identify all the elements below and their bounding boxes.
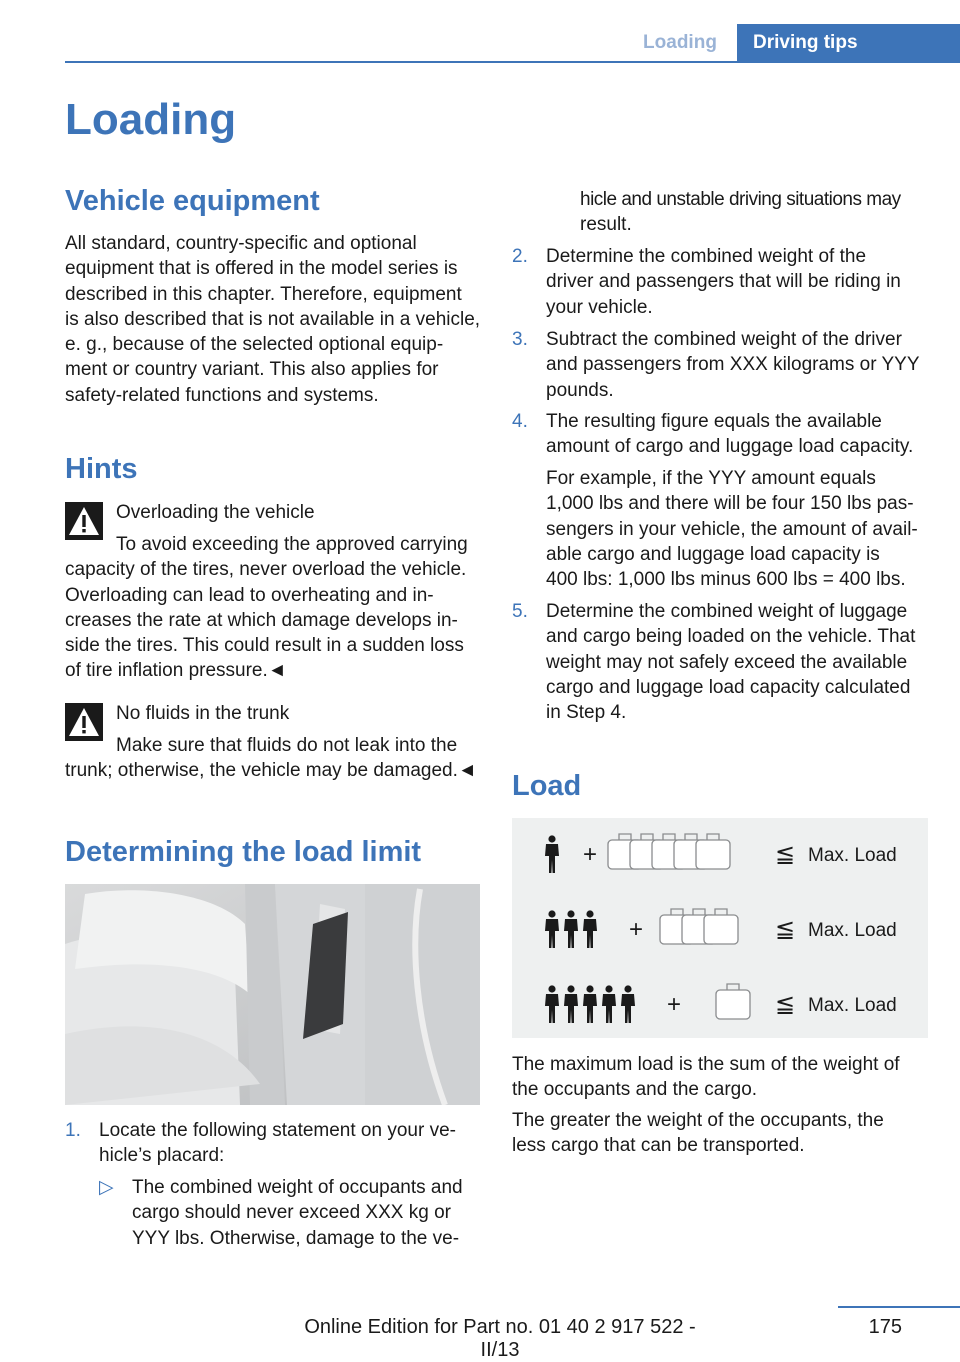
text-line: of tire inflation pressure.◄ — [65, 660, 287, 682]
text-line: trunk; otherwise, the vehicle may be damaged.◄ — [65, 760, 477, 782]
less-or-equal-sign: ≦ — [775, 840, 796, 868]
text-line: amount of cargo and luggage load capacity. — [546, 436, 914, 458]
luggage-icon — [704, 909, 738, 944]
text-line: The resulting figure equals the available — [546, 411, 882, 432]
list-number: 4. — [512, 411, 528, 432]
max-load-figure — [512, 818, 928, 1038]
person-icon — [545, 835, 559, 873]
text-line: the occupants and the cargo. — [512, 1079, 758, 1101]
text-line: Make sure that fluids do not leak into the — [116, 735, 458, 756]
list-number: 1. — [65, 1120, 81, 1141]
text-line: weight may not safely exceed the available — [546, 651, 908, 673]
person-icon — [621, 985, 635, 1023]
text-line: less cargo that can be transported. — [512, 1135, 805, 1157]
text-line: Determine the combined weight of the — [546, 246, 867, 267]
text-line: The maximum load is the sum of the weight of — [512, 1054, 900, 1075]
step-3-text — [546, 327, 941, 403]
text-line: is also described that is not available in a vehicle, — [65, 308, 481, 330]
plus-sign: + — [629, 916, 644, 943]
warning-title: No fluids in the trunk — [116, 703, 290, 724]
person-icon — [583, 910, 597, 948]
text-line: safety-related functions and systems. — [65, 384, 379, 406]
text-line: cargo and luggage load capacity calculated — [546, 676, 911, 698]
heading-load-limit: Determining the load limit — [65, 836, 422, 868]
text-line: equipment that is offered in the model series is — [65, 258, 458, 280]
text-line: pounds. — [546, 379, 614, 401]
list-number: 5. — [512, 601, 528, 622]
text-line: cargo should never exceed XXX kg or — [132, 1202, 451, 1224]
text-line: YYY lbs. Otherwise, damage to the ve- — [132, 1227, 460, 1249]
text-line: and cargo being loaded on the vehicle. That — [546, 626, 916, 648]
step-4-text — [546, 409, 941, 460]
less-or-equal-sign: ≦ — [775, 990, 796, 1018]
text-line: capacity of the tires, never overload the vehicle. — [65, 559, 467, 581]
step-5-text — [546, 599, 941, 725]
warning-body-fluids — [65, 733, 485, 784]
warning-title-fluids — [116, 701, 486, 726]
person-icon — [545, 910, 559, 948]
text-line: described in this chapter. Therefore, equipment — [65, 283, 462, 305]
text-line: For example, if the YYY amount equals — [546, 468, 876, 489]
text-line: your vehicle. — [546, 296, 653, 318]
warning-title-overloading — [116, 500, 486, 525]
header-rule — [65, 61, 960, 63]
plus-sign: + — [583, 841, 598, 868]
text-line: driver and passengers that will be riding in — [546, 271, 901, 293]
text-line: result. — [580, 214, 632, 236]
text-line: hicle and unstable driving situations may — [580, 189, 901, 210]
text-line: sengers in your vehicle, the amount of avail- — [546, 518, 918, 540]
page-title: Loading — [65, 95, 237, 144]
warning-body-overloading — [65, 532, 485, 684]
header-chapter-tab: Driving tips — [737, 24, 960, 62]
person-icon — [545, 985, 559, 1023]
heading-vehicle-equipment: Vehicle equipment — [65, 185, 320, 217]
footer-edition: Online Edition for Part no. 01 40 2 917 522 - II/13 — [304, 1316, 696, 1361]
load-paragraph-1 — [512, 1052, 942, 1103]
heading-hints: Hints — [65, 453, 138, 485]
text-line: 400 lbs: 1,000 lbs minus 600 lbs = 400 lbs. — [546, 569, 906, 591]
person-icon — [602, 985, 616, 1023]
luggage-icon — [696, 834, 730, 869]
max-load-label: Max. Load — [808, 920, 897, 941]
max-load-label: Max. Load — [808, 995, 897, 1016]
vehicle-equipment-text — [65, 231, 485, 408]
person-icon — [564, 910, 578, 948]
text-line: All standard, country-specific and optional — [65, 233, 417, 254]
text-line: and passengers from XXX kilograms or YYY — [546, 354, 920, 376]
text-line: in Step 4. — [546, 702, 627, 724]
step-1-text — [99, 1118, 484, 1169]
list-number: 3. — [512, 329, 528, 350]
text-line: Overloading can lead to overheating and in- — [65, 584, 434, 606]
page-number-rule — [838, 1306, 960, 1308]
text-line: ment or country variant. This also applies for — [65, 359, 439, 381]
step-2-text — [546, 244, 941, 320]
text-line: side the tires. This could result in a sudden loss — [65, 635, 464, 657]
page-number: 175 — [868, 1316, 902, 1338]
bullet-text — [132, 1175, 487, 1251]
text-line: e. g., because of the selected optional equip- — [65, 334, 444, 356]
text-line: 1,000 lbs and there will be four 150 lbs pas- — [546, 493, 914, 515]
person-icon — [564, 985, 578, 1023]
text-line: Determine the combined weight of luggage — [546, 601, 908, 622]
max-load-label: Max. Load — [808, 845, 897, 866]
text-line: Locate the following statement on your ve- — [99, 1120, 456, 1141]
warning-title: Overloading the vehicle — [116, 502, 315, 523]
text-line: able cargo and luggage load capacity is — [546, 543, 880, 565]
list-number: 2. — [512, 246, 528, 267]
header-section-label: Loading — [643, 32, 717, 53]
text-line: To avoid exceeding the approved carrying — [116, 534, 468, 555]
text-line: hicle’s placard: — [99, 1145, 225, 1167]
text-line: The combined weight of occupants and — [132, 1177, 463, 1198]
text-line: Subtract the combined weight of the driver — [546, 329, 902, 350]
plus-sign: + — [667, 991, 682, 1018]
less-or-equal-sign: ≦ — [775, 915, 796, 943]
luggage-icon — [716, 984, 750, 1019]
bullet-text-continued — [580, 187, 940, 238]
load-paragraph-2 — [512, 1108, 942, 1159]
step-4-example — [546, 466, 941, 592]
text-line: creases the rate at which damage develops in- — [65, 609, 458, 631]
text-line: The greater the weight of the occupants, the — [512, 1110, 884, 1131]
bullet-triangle-icon: ▷ — [99, 1177, 114, 1198]
person-icon — [583, 985, 597, 1023]
max-load-diagram — [512, 818, 928, 1038]
vehicle-placard-photo — [65, 884, 480, 1105]
heading-load: Load — [512, 770, 582, 802]
